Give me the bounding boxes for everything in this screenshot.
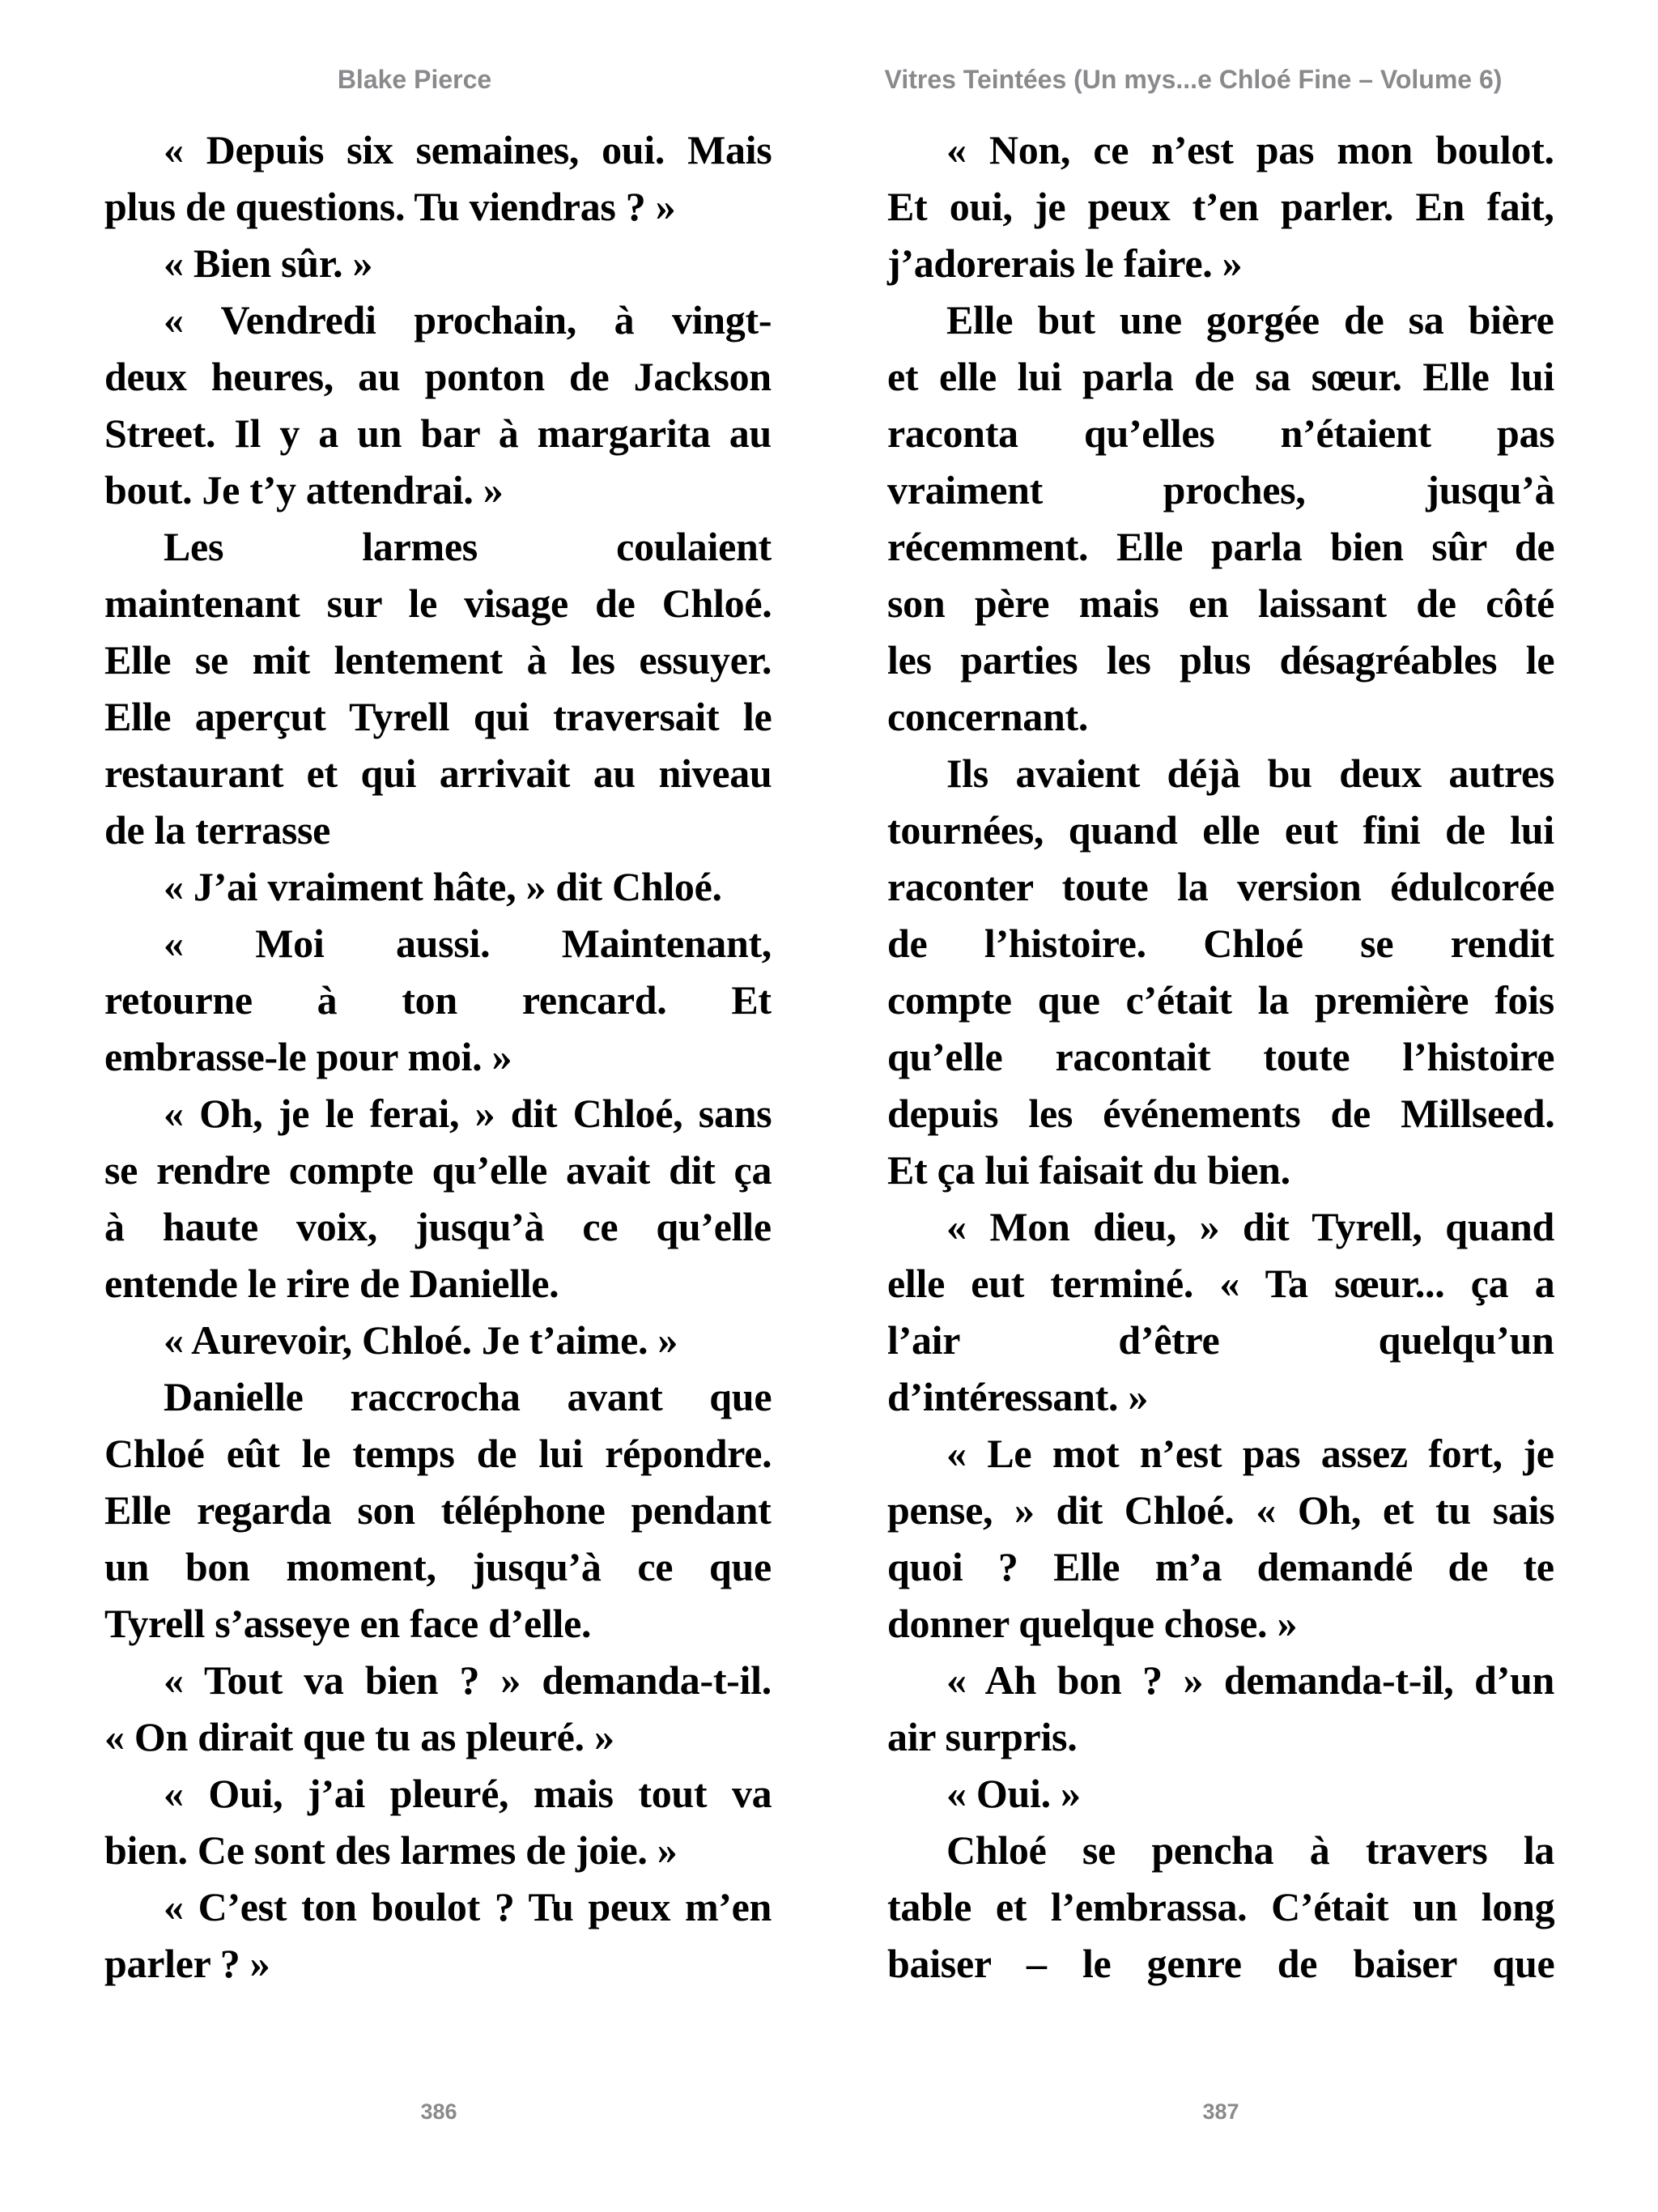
text-line: d’intéressant. »	[887, 1374, 1149, 1419]
text-line: embrasse-le pour moi. »	[104, 1034, 512, 1079]
text-line: donner quelque chose. »	[887, 1601, 1298, 1646]
text-line: l’air d’être quelqu’un	[887, 1317, 1554, 1363]
text-line: « J’ai vraiment hâte, » dit Chloé.	[164, 864, 722, 909]
text-line: Ils avaient déjà bu deux autres	[946, 751, 1555, 796]
text-line: Street. Il y a un bar à margarita au	[104, 410, 772, 456]
text-line: compte que c’était la première fois	[887, 977, 1554, 1023]
text-line: de la terrasse	[104, 807, 331, 853]
text-line: « Vendredi prochain, à vingt-	[164, 297, 772, 342]
text-line: Et oui, je peux t’en parler. En fait,	[887, 184, 1554, 229]
text-line: « On dirait que tu as pleuré. »	[104, 1714, 614, 1759]
text-line: tournées, quand elle eut fini de lui	[887, 807, 1554, 853]
text-line: son père mais en laissant de côté	[887, 581, 1555, 626]
text-line: depuis les événements de Millseed.	[887, 1091, 1555, 1136]
text-line: raconter toute la version édulcorée	[887, 864, 1555, 909]
page-left-text	[104, 121, 772, 1992]
text-line: « Aurevoir, Chloé. Je t’aime. »	[164, 1317, 678, 1363]
text-line: raconta qu’elles n’étaient pas	[887, 410, 1555, 456]
text-line: « Le mot n’est pas assez fort, je	[946, 1431, 1554, 1476]
text-line: maintenant sur le visage de Chloé.	[104, 581, 772, 626]
text-line: qu’elle racontait toute l’histoire	[887, 1034, 1555, 1079]
text-line: plus de questions. Tu viendras ? »	[104, 184, 676, 229]
text-line: « Oui. »	[946, 1771, 1081, 1816]
text-line: et elle lui parla de sa sœur. Elle lui	[887, 354, 1554, 399]
text-line: bien. Ce sont des larmes de joie. »	[104, 1827, 678, 1873]
text-line: « Non, ce n’est pas mon boulot.	[946, 127, 1554, 172]
text-line: « Depuis six semaines, oui. Mais	[164, 127, 772, 172]
text-line: air surpris.	[887, 1714, 1078, 1759]
text-line: « Moi aussi. Maintenant,	[164, 921, 772, 966]
text-line: Elle se mit lentement à les essuyer.	[104, 637, 772, 683]
text-line: Tyrell s’asseye en face d’elle.	[104, 1601, 592, 1646]
text-line: « C’est ton boulot ? Tu peux m’en	[164, 1884, 772, 1929]
text-line: « Tout va bien ? » demanda-t-il.	[164, 1657, 772, 1703]
text-line: vraiment proches, jusqu’à	[887, 467, 1555, 513]
text-line: « Bien sûr. »	[164, 240, 373, 286]
text-line: Elle but une gorgée de sa bière	[946, 297, 1554, 342]
text-line: deux heures, au ponton de Jackson	[104, 354, 772, 399]
text-line: « Oh, je le ferai, » dit Chloé, sans	[164, 1091, 772, 1136]
text-line: de l’histoire. Chloé se rendit	[887, 921, 1554, 966]
text-line: retourne à ton rencard. Et	[104, 977, 772, 1023]
text-line: Chloé eût le temps de lui répondre.	[104, 1431, 772, 1476]
text-line: j’adorerais le faire. »	[887, 240, 1243, 286]
running-header-book-title: Vitres Teintées (Un mys...e Chloé Fine – Volume 6)	[884, 65, 1503, 94]
text-line: les parties les plus désagréables le	[887, 637, 1555, 683]
text-line: « Mon dieu, » dit Tyrell, quand	[946, 1204, 1554, 1249]
text-line: Danielle raccrocha avant que	[164, 1374, 772, 1419]
text-line: elle eut terminé. « Ta sœur... ça a	[887, 1261, 1555, 1306]
text-line: table et l’embrassa. C’était un long	[887, 1884, 1555, 1929]
page-number-right: 387	[1202, 2099, 1239, 2124]
page-number-left: 386	[420, 2099, 457, 2124]
text-line: parler ? »	[104, 1941, 270, 1986]
text-line: restaurant et qui arrivait au niveau	[104, 751, 772, 796]
text-line: baiser – le genre de baiser que	[887, 1941, 1555, 1986]
text-line: quoi ? Elle m’a demandé de te	[887, 1544, 1554, 1589]
text-line: un bon moment, jusqu’à ce que	[104, 1544, 772, 1589]
text-line: Chloé se pencha à travers la	[946, 1827, 1555, 1873]
page-right-text	[887, 121, 1554, 1992]
text-line: entende le rire de Danielle.	[104, 1261, 559, 1306]
text-line: pense, » dit Chloé. « Oh, et tu sais	[887, 1487, 1555, 1533]
text-line: récemment. Elle parla bien sûr de	[887, 524, 1555, 569]
text-line: Elle regarda son téléphone pendant	[104, 1487, 772, 1533]
text-line: à haute voix, jusqu’à ce qu’elle	[104, 1204, 772, 1249]
text-line: « Ah bon ? » demanda-t-il, d’un	[946, 1657, 1555, 1703]
running-header-author: Blake Pierce	[337, 65, 492, 94]
text-line: « Oui, j’ai pleuré, mais tout va	[164, 1771, 772, 1816]
text-line: Et ça lui faisait du bien.	[887, 1147, 1290, 1193]
text-line: se rendre compte qu’elle avait dit ça	[104, 1147, 772, 1193]
text-line: Elle aperçut Tyrell qui traversait le	[104, 694, 772, 739]
text-line: Les larmes coulaient	[164, 524, 772, 569]
text-line: concernant.	[887, 694, 1089, 739]
text-line: bout. Je t’y attendrai. »	[104, 467, 504, 513]
